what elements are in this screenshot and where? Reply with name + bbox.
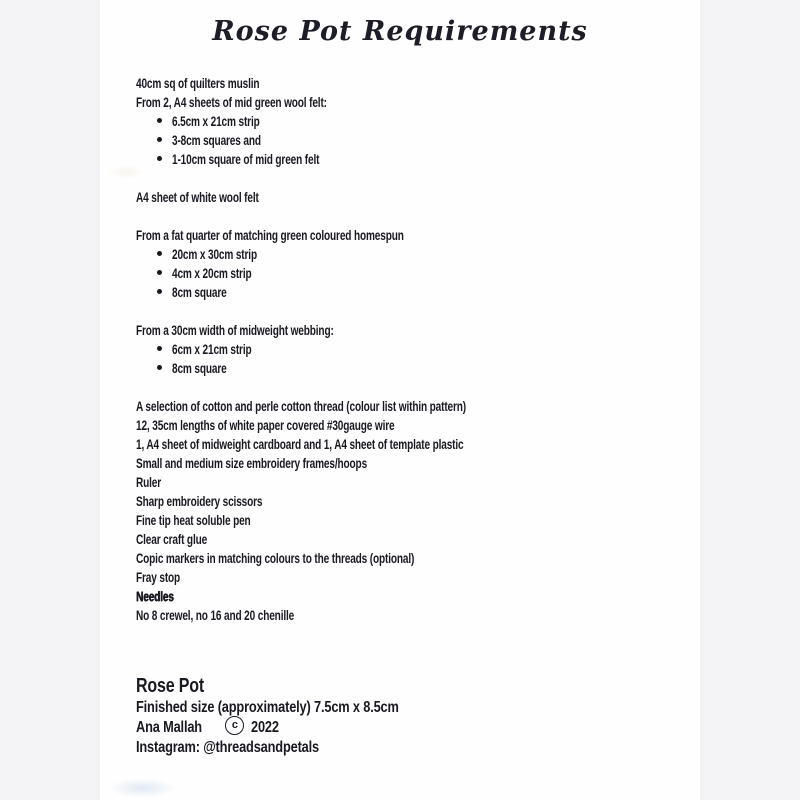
- bullet-text: 8cm square: [172, 359, 227, 376]
- requirement-line: [136, 92, 594, 111]
- requirement-text: Clear craft glue: [136, 530, 208, 547]
- bullet-text: 1-10cm square of mid green felt: [172, 150, 320, 167]
- requirement-line: [136, 567, 594, 586]
- bullet-icon: [157, 118, 162, 123]
- requirement-line: [136, 320, 594, 339]
- requirement-text: From 2, A4 sheets of mid green wool felt:: [136, 93, 327, 110]
- copyright-icon: c: [225, 716, 244, 735]
- section-green-wool-felt: [136, 73, 594, 168]
- bullet-item: [136, 358, 594, 377]
- bullet-icon: [157, 346, 162, 351]
- requirement-line: [136, 472, 594, 491]
- document-page: [100, 0, 700, 800]
- requirement-text: Fray stop: [136, 568, 181, 585]
- requirement-text: Small and medium size embroidery frames/hoops: [136, 454, 368, 471]
- finished-size-text: Finished size (approximately) 7.5cm x 8.5cm: [136, 699, 399, 716]
- requirement-line: [136, 605, 594, 624]
- scan-smudge: [100, 776, 185, 800]
- bullet-item: [136, 130, 594, 149]
- bullet-item: [136, 282, 594, 301]
- bullet-item: [136, 339, 594, 358]
- requirement-text: A4 sheet of white wool felt: [136, 188, 259, 205]
- requirement-text: Ruler: [136, 473, 162, 490]
- requirement-line: [136, 548, 594, 567]
- section-tools-and-notions: [136, 396, 594, 624]
- year-text: 2022: [251, 719, 280, 736]
- requirement-line: [136, 529, 594, 548]
- instagram-line: [136, 738, 594, 758]
- requirement-line: [136, 510, 594, 529]
- section-white-wool-felt: [136, 187, 594, 206]
- requirement-text: Copic markers in matching colours to the threads (optional): [136, 549, 415, 566]
- scan-smudge: [103, 163, 149, 181]
- bullet-item: [136, 111, 594, 130]
- requirement-line-needles-heading: [136, 586, 594, 605]
- requirement-text: Sharp embroidery scissors: [136, 492, 263, 509]
- bullet-icon: [157, 251, 162, 256]
- requirements-list: [136, 73, 594, 758]
- requirement-text: A selection of cotton and perle cotton thread (colour list within pattern): [136, 397, 467, 414]
- requirement-line: [136, 434, 594, 453]
- copyright-line: [136, 718, 594, 738]
- requirement-text: 40cm sq of quilters muslin: [136, 74, 260, 91]
- bullet-text: 20cm x 30cm strip: [172, 245, 257, 262]
- product-title: [136, 674, 594, 698]
- requirement-text: From a 30cm width of midweight webbing:: [136, 321, 334, 338]
- author-text: Ana Mallah: [136, 719, 202, 736]
- bullet-text: 3-8cm squares and: [172, 131, 261, 148]
- bullet-text: 6.5cm x 21cm strip: [172, 112, 260, 129]
- requirement-line: [136, 225, 594, 244]
- requirement-line: [136, 491, 594, 510]
- bullet-item: [136, 263, 594, 282]
- requirement-line: [136, 396, 594, 415]
- requirement-text: Needles: [136, 587, 174, 604]
- bullet-icon: [157, 365, 162, 370]
- section-homespun: [136, 225, 594, 301]
- requirement-text: From a fat quarter of matching green coloured homespun: [136, 226, 404, 243]
- bullet-text: 8cm square: [172, 283, 227, 300]
- requirement-text: 12, 35cm lengths of white paper covered #30gauge wire: [136, 416, 395, 433]
- bullet-icon: [157, 156, 162, 161]
- bullet-text: 6cm x 21cm strip: [172, 340, 252, 357]
- product-title-text: Rose Pot: [136, 674, 205, 697]
- requirement-line: [136, 453, 594, 472]
- page-title: Rose Pot Requirements: [212, 16, 588, 47]
- requirement-line: [136, 73, 594, 92]
- requirement-text: Fine tip heat soluble pen: [136, 511, 251, 528]
- requirement-line: [136, 415, 594, 434]
- bullet-icon: [157, 270, 162, 275]
- requirement-text: 1, A4 sheet of midweight cardboard and 1, A4 sheet of template plastic: [136, 435, 464, 452]
- bullet-item: [136, 149, 594, 168]
- requirement-text: No 8 crewel, no 16 and 20 chenille: [136, 606, 295, 623]
- document-footer: [136, 674, 594, 758]
- section-webbing: [136, 320, 594, 377]
- bullet-item: [136, 244, 594, 263]
- bullet-text: 4cm x 20cm strip: [172, 264, 252, 281]
- bullet-icon: [157, 137, 162, 142]
- bullet-icon: [157, 289, 162, 294]
- requirement-line: [136, 187, 594, 206]
- instagram-text: Instagram: @threadsandpetals: [136, 739, 319, 756]
- finished-size-line: [136, 698, 594, 718]
